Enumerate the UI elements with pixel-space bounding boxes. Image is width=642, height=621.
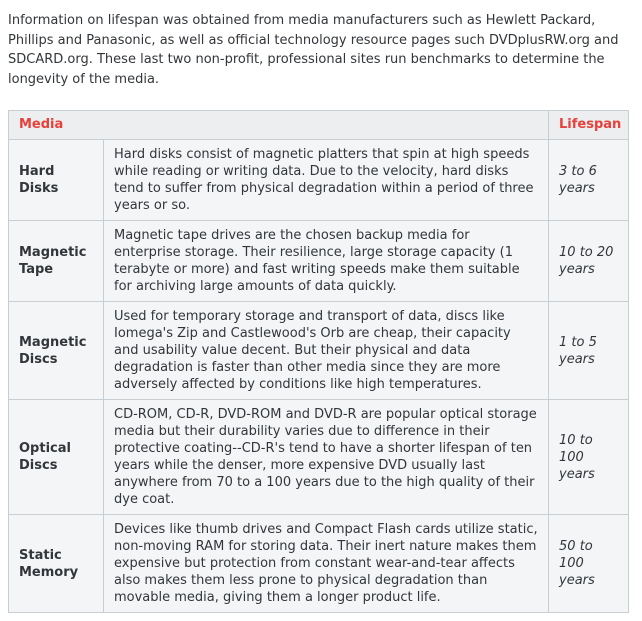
media-description-cell: Hard disks consist of magnetic platters that spin at high speeds while reading or writing data. Due to the velocity, hard disks tend to suffer from physical degradation within a period of three years or so. xyxy=(104,140,549,221)
column-header-lifespan: Lifespan xyxy=(549,111,629,140)
media-name-cell: Static Memory xyxy=(9,515,104,613)
table-row-magnetic-discs xyxy=(9,302,629,400)
media-description-cell: Used for temporary storage and transport of data, discs like Iomega's Zip and Castlewood's Orb are cheap, their capacity and usability value decent. But their physical and data degradation is faster than other media since they are more adversely affected by conditions like high temperatures. xyxy=(104,302,549,400)
media-name-cell: Magnetic Tape xyxy=(9,221,104,302)
media-description-cell: CD-ROM, CD-R, DVD-ROM and DVD-R are popular optical storage media but their durability varies due to difference in their protective coating--CD-R's tend to have a shorter lifespan of ten years while the denser, more expensive DVD usually last anywhere from 70 to a 100 years due to the high quality of their dye coat. xyxy=(104,400,549,515)
media-name-cell: Magnetic Discs xyxy=(9,302,104,400)
intro-paragraph: Information on lifespan was obtained from media manufacturers such as Hewlett Packard, Phillips and Panasonic, as well as official technology resource pages such DVDplusRW.org and SDCARD.org. These last two non-profit, professional sites run benchmarks to determine the longevity of the media. xyxy=(8,13,619,87)
table-header-row xyxy=(9,111,629,140)
table-row-static-memory xyxy=(9,515,629,613)
lifespan-cell: 1 to 5 years xyxy=(549,302,629,400)
lifespan-cell: 50 to 100 years xyxy=(549,515,629,613)
media-description-cell: Magnetic tape drives are the chosen backup media for enterprise storage. Their resilience, large storage capacity (1 terabyte or more) and fast writing speeds make them suitable for archiving large amounts of data quickly. xyxy=(104,221,549,302)
media-name-cell: Hard Disks xyxy=(9,140,104,221)
lifespan-cell: 10 to 100 years xyxy=(549,400,629,515)
column-header-media: Media xyxy=(9,111,549,140)
lifespan-cell: 3 to 6 years xyxy=(549,140,629,221)
table-row-magnetic-tape xyxy=(9,221,629,302)
table-row-optical-discs xyxy=(9,400,629,515)
table-row-hard-disks xyxy=(9,140,629,221)
media-name-cell: Optical Discs xyxy=(9,400,104,515)
media-description-cell: Devices like thumb drives and Compact Flash cards utilize static, non-moving RAM for storing data. Their inert nature makes them expensive but protection from constant wear-and-tear affects also makes them less prone to physical degradation than movable media, giving them a longer product life. xyxy=(104,515,549,613)
lifespan-cell: 10 to 20 years xyxy=(549,221,629,302)
